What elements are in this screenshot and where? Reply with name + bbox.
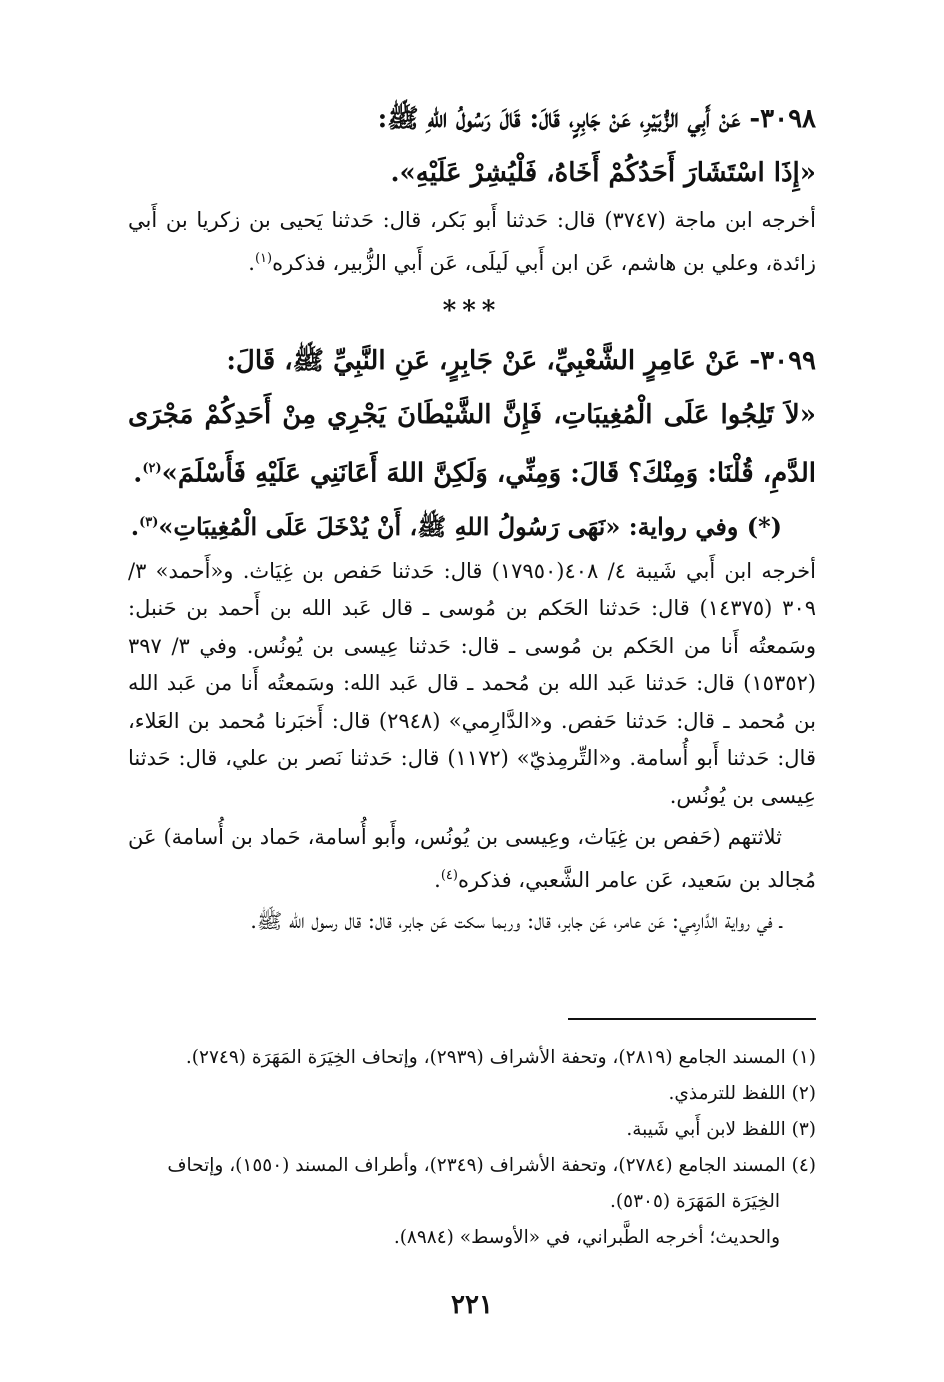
footnote-3: (٣) اللفظ لابن أَبي شَيبة. xyxy=(626,1119,816,1140)
hadith-riwaya: (*) وفي رواية: «نَهَى رَسُولُ اللهِ ﷺ، أَنْ يُدْخَلَ عَلَى الْمُغِيبَاتِ»$^{(٣)}$. xyxy=(130,511,782,541)
hadith-isnad: عَنْ أَبِي الزُّبَيْرِ، عَنْ جَابِرٍ، قَالَ: قَالَ رَسُولُ اللهِ ﷺ: xyxy=(377,104,741,134)
footnote-marker: (٤) xyxy=(440,867,458,883)
hadith-matn: «لاَ تَلِجُوا عَلَى الْمُغِيبَاتِ، فَإِنَّ الشَّيْطَانَ يَجْرِي مِنْ أَحَدِكُمْ مَجْرَى الدَّمِ، قُلْنَا: وَمِنْكَ؟ قَالَ: وَمِنِّي، وَلَكِنَّ اللهَ أَعَانَنِي عَلَيْهِ فَأَسْلَمَ» xyxy=(128,400,816,489)
hadith-number: ٣٠٩٩- xyxy=(749,346,816,376)
darimi-note-text: ـ في رواية الدَّارِمي: عَن عامر، عَن جابر، قال: وربما سكت عَن جابر، قال: قال رسول الله ﷺ. xyxy=(250,909,782,934)
thalathat-paragraph: ثلاثتهم (حَفص بن غِيَاث، وعِيسى بن يُونُس، وأَبو أُسامة، حَماد بن أُسامة) عَن مُجالد بن سَعيد، عَن عامر الشَّعبي، فذكره$^{(٤)}$. xyxy=(128,825,816,892)
section-separator: *** xyxy=(442,296,502,326)
riwaya-text: (*) وفي رواية: «نَهَى رَسُولُ اللهِ ﷺ، أَنْ يُدْخَلَ عَلَى الْمُغِيبَاتِ» xyxy=(158,511,782,541)
takhrij-text: أخرجه ابن أَبي شَيبة ٤/ ٤٠٨(١٧٩٥٠) قال: حَدثنا حَفص بن غِيَاث. و«أَحمد» ٣/ ٣٠٩ (١٤٣٧٥) قال: حَدثنا الحَكم بن مُوسى ـ قال عَبد الله بن أَحمد بن حَنبل: وسَمعتُه أَنا من الحَكم بن مُوسى ـ قال: حَدثنا عِيسى بن يُونُس. وفي ٣/ ٣٩٧ (١٥٣٥٢) قال: حَدثنا عَبد الله بن مُحمد ـ قال عَبد الله: وسَمعتُه أَنا من عَبد الله بن مُحمد ـ قال: حَدثنا حَفص. و«الدَّارِمي» (٢٩٤٨) قال: أَخبَرنا مُحمد بن العَلاء، قال: حَدثنا أَبو أُسامة. و«التِّرمِذيّ» (١١٧٢) قال: حَدثنا نَصر بن علي، قال: حَدثنا عِيسى بن يُونُس. xyxy=(128,558,817,808)
footnote-marker: (٣) xyxy=(139,514,159,530)
footnote-2: (٢) اللفظ للترمذي. xyxy=(668,1083,816,1104)
hadith-3099: ٣٠٩٩- عَنْ عَامِرٍ الشَّعْبِيِّ، عَنْ جَابِرٍ، عَنِ النَّبِيِّ ﷺ، قَالَ: «لاَ تَلِجُوا عَلَى الْمُغِيبَاتِ، فَإِنَّ الشَّيْطَانَ يَجْرِي مِنْ أَحَدِكُمْ مَجْرَى الدَّمِ، قُلْنَا: وَمِنْكَ؟ قَالَ: وَمِنِّي، وَلَكِنَّ اللهَ أَعَانَنِي عَلَيْهِ فَأَسْلَمَ»$^{(٢)}$. xyxy=(128,346,816,489)
hadith-number: ٣٠٩٨- xyxy=(749,104,816,134)
footnote-marker: (١) xyxy=(254,250,273,266)
takhrij-paragraph: أخرجه ابن ماجة (٣٧٤٧) قال: حَدثنا أَبو بَكر، قال: حَدثنا يَحيى بن زكريا بن أَبي زائدة، وعلي بن هاشم، عَن ابن أَبي لَيلَى، عَن أَبي الزُّبير، فذكره$^{(١)}$. xyxy=(128,208,816,275)
thalathat-text: ثلاثتهم (حَفص بن غِيَاث، وعِيسى بن يُونُس، وأَبو أُسامة، حَماد بن أُسامة) عَن مُجالد بن سَعيد، عَن عامر الشَّعبي، فذكره xyxy=(128,825,816,892)
footnote-4: (٤) المسند الجامع (٢٧٨٤)، وتحفة الأشراف (٢٣٤٩)، وأطراف المسند (١٥٥٠)، وإتحاف xyxy=(167,1155,816,1176)
takhrij-text: أخرجه ابن ماجة (٣٧٤٧) قال: حَدثنا أَبو بَكر، قال: حَدثنا يَحيى بن زكريا بن أَبي زائدة، وعلي بن هاشم، عَن ابن أَبي لَيلَى، عَن أَبي الزُّبير، فذكره xyxy=(128,208,816,275)
footnote-marker: (٢) xyxy=(142,461,162,476)
footnote-4-extra: والحديث؛ أخرجه الطَّبراني، في «الأوسط» (٨٩٨٤). xyxy=(393,1227,780,1248)
page-number: ٢٢١ xyxy=(451,1290,493,1320)
hadith-matn: «إِذَا اسْتَشَارَ أَحَدُكُمْ أَخَاهُ، فَلْيُشِرْ عَلَيْهِ». xyxy=(390,158,816,188)
footnotes xyxy=(128,1040,816,1256)
takhrij-paragraph xyxy=(128,553,816,816)
main-text xyxy=(128,92,816,941)
darimi-note xyxy=(128,903,816,941)
hadith-3098 xyxy=(128,92,816,200)
hadith-isnad: عَنْ عَامِرٍ الشَّعْبِيِّ، عَنْ جَابِرٍ، عَنِ النَّبِيِّ ﷺ، قَالَ: xyxy=(226,346,741,376)
footnote-divider xyxy=(568,1018,816,1020)
footnote-4-continued: الخِيَرَة المَهَرَة (٥٣٠٥). xyxy=(610,1191,780,1212)
footnote-1: (١) المسند الجامع (٢٨١٩)، وتحفة الأشراف (٢٩٣٩)، وإتحاف الخِيَرَة المَهَرَة (٢٧٤٩). xyxy=(185,1047,816,1068)
